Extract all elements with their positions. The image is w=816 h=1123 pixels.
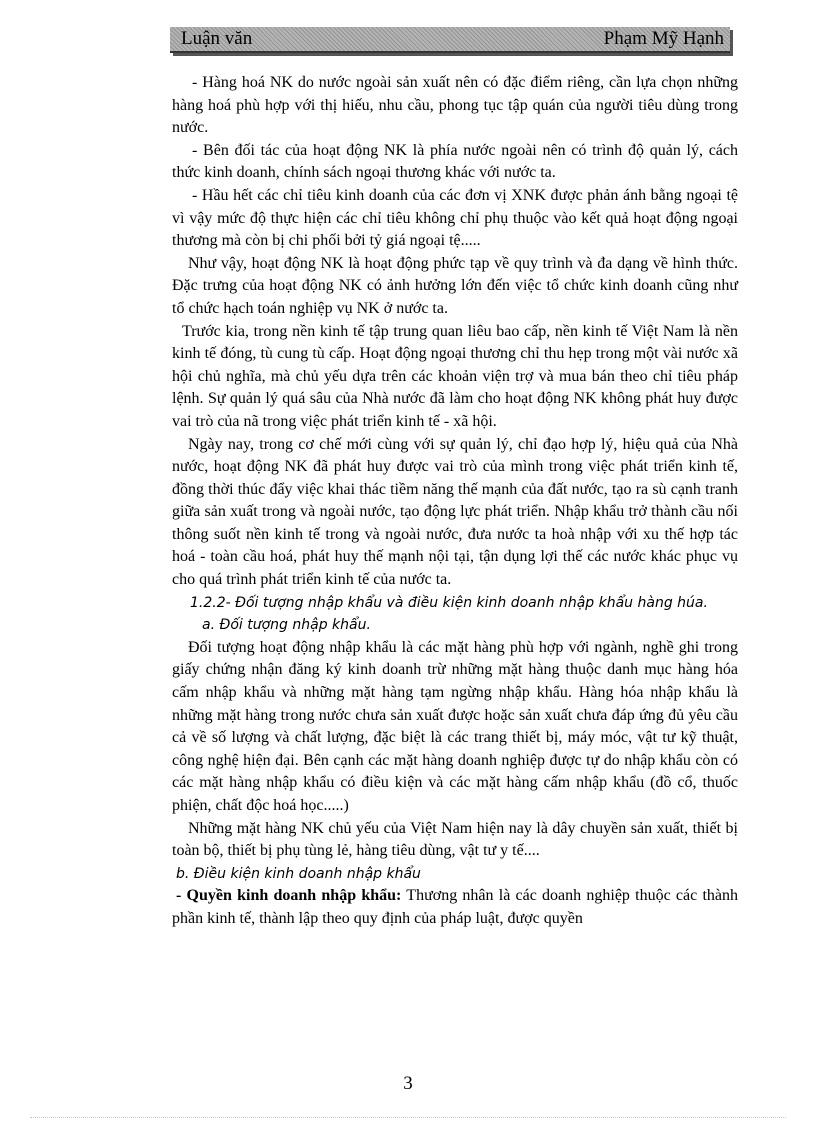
page-number: 3 xyxy=(403,1073,413,1094)
paragraph-import-rights xyxy=(172,885,738,930)
paragraph-present: Ngày nay, trong cơ chế mới cùng với sự quản lý, chỉ đạo hợp lý, hiệu quả của Nhà nước, hoạt động NK đã phát huy được vai trò của mình trong việc phát triển kinh tế, đồng thời thúc đẩy việc khai thác tiềm năng thế mạnh của đất nước, tạo ra sù cạnh tranh giữa sản xuất trong và ngoài nước, tạo động lực phát triển. Nhập khẩu trở thành cầu nối thông suốt nền kinh tế trong và ngoài nước, đưa nước ta hoà nhập với xu thế hợp tác hoá - toàn cầu hoá, phát huy thế mạnh nội tại, tận dụng lợi thế các nước khác phục vụ cho quá trình phát triển kinh tế của nước ta. xyxy=(172,435,738,589)
paragraph-import-objects: Đối tượng hoạt động nhập khẩu là các mặt hàng phù hợp với ngành, nghề ghi trong giấy chứng nhận đăng ký kinh doanh trừ những mặt hàng thuộc danh mục hàng hóa cấm nhập khẩu và những mặt hàng tạm ngừng nhập khẩu. Hàng hóa nhập khẩu là những mặt hàng trong nước chưa sản xuất được hoặc sản xuất chưa đáp ứng đủ yêu cầu cả về số lượng và chất lượng, đặc biệt là các trang thiết bị, máy móc, vật tư kỹ thuật, công nghệ hiện đại. Bên cạnh các mặt hàng doanh nghiệp được tự do nhập khẩu còn có các mặt hàng nhập khẩu có điều kiện và các mặt hàng cấm nhập khẩu (đồ cổ, thuốc phiện, chất độc hoá học.....) xyxy=(172,638,738,814)
paragraph-bullet-2: - Bên đối tác của hoạt động NK là phía nước ngoài nên có trình độ quản lý, cách thức kinh doanh, chính sách ngoại thương khác với nước ta. xyxy=(172,141,738,182)
page-header xyxy=(170,27,730,53)
import-rights-text: Thương nhân là các doanh nghiệp thuộc các thành phần kinh tế, thành lập theo quy định của pháp luật, được quyền xyxy=(172,887,738,927)
paragraph-history: Trước kia, trong nền kinh tế tập trung quan liêu bao cấp, nền kinh tế Việt Nam là nền kinh tế đóng, tù cung tù cấp. Hoạt động ngoại thương chỉ thu hẹp trong một vài nước xã hội chủ nghĩa, mà chủ yếu dựa trên các khoản viện trợ và mua bán theo chỉ tiêu pháp lệnh. Sự quản lý quá sâu của Nhà nước đã làm cho hoạt động NK không phát huy được vai trò của nã trong việc phát triển kinh tế - xã hội. xyxy=(172,322,738,430)
document-body xyxy=(172,72,738,931)
subheading-a: a. Đối tượng nhập khẩu. xyxy=(202,617,371,634)
paragraph-bullet-3: - Hầu hết các chỉ tiêu kinh doanh của các đơn vị XNK được phản ánh bằng ngoại tệ vì vậy mức độ thực hiện các chỉ tiêu không chỉ phụ thuộc vào kết quả hoạt động ngoại thương mà còn bị chi phối bởi tỷ giá ngoại tệ..... xyxy=(172,186,738,250)
footer-divider xyxy=(30,1117,786,1118)
subheading-b: b. Điều kiện kinh doanh nhập khẩu xyxy=(176,865,421,882)
paragraph-main-imports: Những mặt hàng NK chủ yếu của Việt Nam hiện nay là dây chuyền sản xuất, thiết bị toàn bộ, thiết bị phụ tùng lẻ, hàng tiêu dùng, vật tư y tế.... xyxy=(172,819,738,860)
import-rights-label: - Quyền kinh doanh nhập khẩu: xyxy=(176,887,402,905)
paragraph-summary: Như vậy, hoạt động NK là hoạt động phức tạp về quy trình và đa dạng về hình thức. Đặc trưng của hoạt động NK có ảnh hưởng lớn đến việc tổ chức kinh doanh cũng như tổ chức hạch toán nghiệp vụ NK ở nước ta. xyxy=(172,254,738,317)
header-title: Luận văn xyxy=(181,28,253,49)
section-heading-122: 1.2.2- Đối tượng nhập khẩu và điều kiện kinh doanh nhập khẩu hàng húa. xyxy=(190,594,708,611)
paragraph-bullet-1: - Hàng hoá NK do nước ngoài sản xuất nên có đặc điểm riêng, cần lựa chọn những hàng hoá phù hợp với thị hiếu, nhu cầu, phong tục tập quán của người tiêu dùng trong nước. xyxy=(172,74,738,137)
header-author: Phạm Mỹ Hạnh xyxy=(603,28,724,49)
